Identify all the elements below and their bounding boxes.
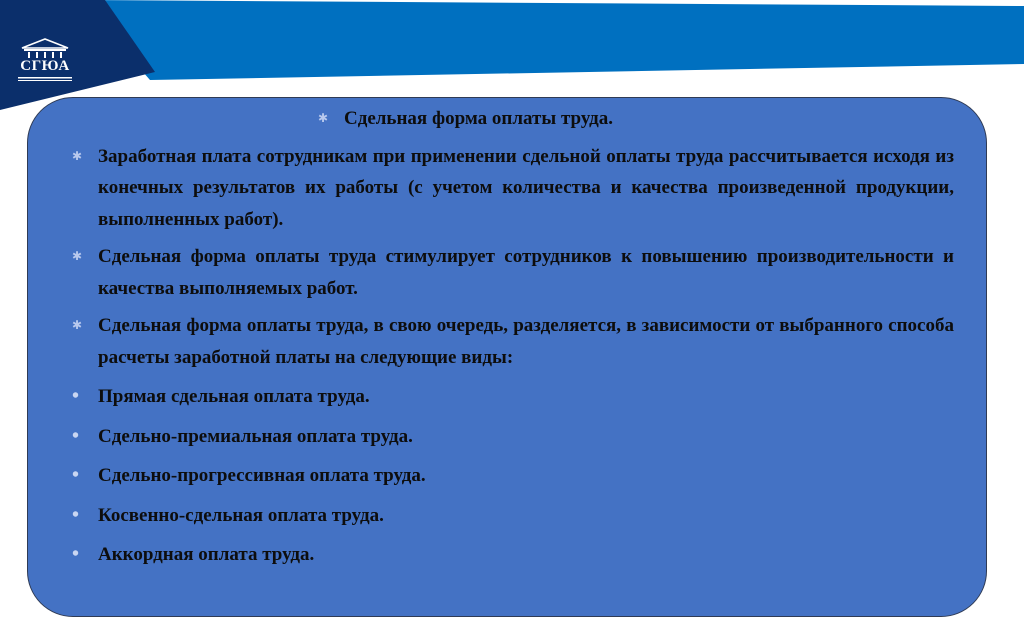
list-item-text: Сдельно-прогрессивная оплата труда. — [98, 465, 426, 486]
paragraph-1-text: Заработная плата сотрудникам при применении сдельной оплаты труда рассчитывается исходя из конечных результатов их работы (с учетом количества и качества произведенной продукции, выполненных работ). — [98, 145, 954, 230]
logo-text: СГЮА — [20, 58, 70, 74]
list-item-text: Аккордная оплата труда. — [98, 544, 315, 565]
asterisk-icon: ✱ — [72, 249, 83, 263]
slide-title — [318, 103, 954, 135]
asterisk-icon: ✱ — [318, 111, 329, 125]
list-item — [72, 421, 954, 453]
building-icon — [14, 36, 76, 60]
list-item-text: Сдельно-премиальная оплата труда. — [98, 425, 413, 447]
list-item — [72, 539, 954, 571]
blue-stripe — [80, 0, 1024, 80]
logo — [14, 36, 76, 82]
list-item-text: Косвенно-сдельная оплата труда. — [98, 504, 384, 526]
list-item — [72, 460, 954, 492]
slide-content — [72, 103, 954, 571]
list-item — [72, 381, 954, 413]
dot-icon: • — [72, 543, 80, 565]
asterisk-icon: ✱ — [72, 148, 83, 163]
paragraph-1 — [72, 141, 954, 236]
header-banner — [0, 0, 1024, 110]
asterisk-icon: ✱ — [72, 318, 83, 332]
paragraph-2-text: Сдельная форма оплаты труда стимулирует сотрудников к повышению производительности и качества выполняемых работ. — [98, 246, 954, 299]
dot-icon: • — [72, 385, 80, 407]
paragraph-2 — [72, 241, 954, 304]
paragraph-3-text: Сдельная форма оплаты труда, в свою очередь, разделяется, в зависимости от выбранного способа расчеты заработной платы на следующие виды: — [98, 315, 954, 368]
dot-icon: • — [72, 464, 80, 486]
list-item — [72, 500, 954, 532]
slide-title-text: Сдельная форма оплаты труда. — [344, 108, 614, 129]
dot-icon: • — [72, 503, 80, 526]
dot-icon: • — [72, 424, 80, 447]
list-item-text: Прямая сдельная оплата труда. — [98, 386, 370, 407]
logo-underline — [14, 76, 76, 82]
paragraph-3 — [72, 310, 954, 373]
